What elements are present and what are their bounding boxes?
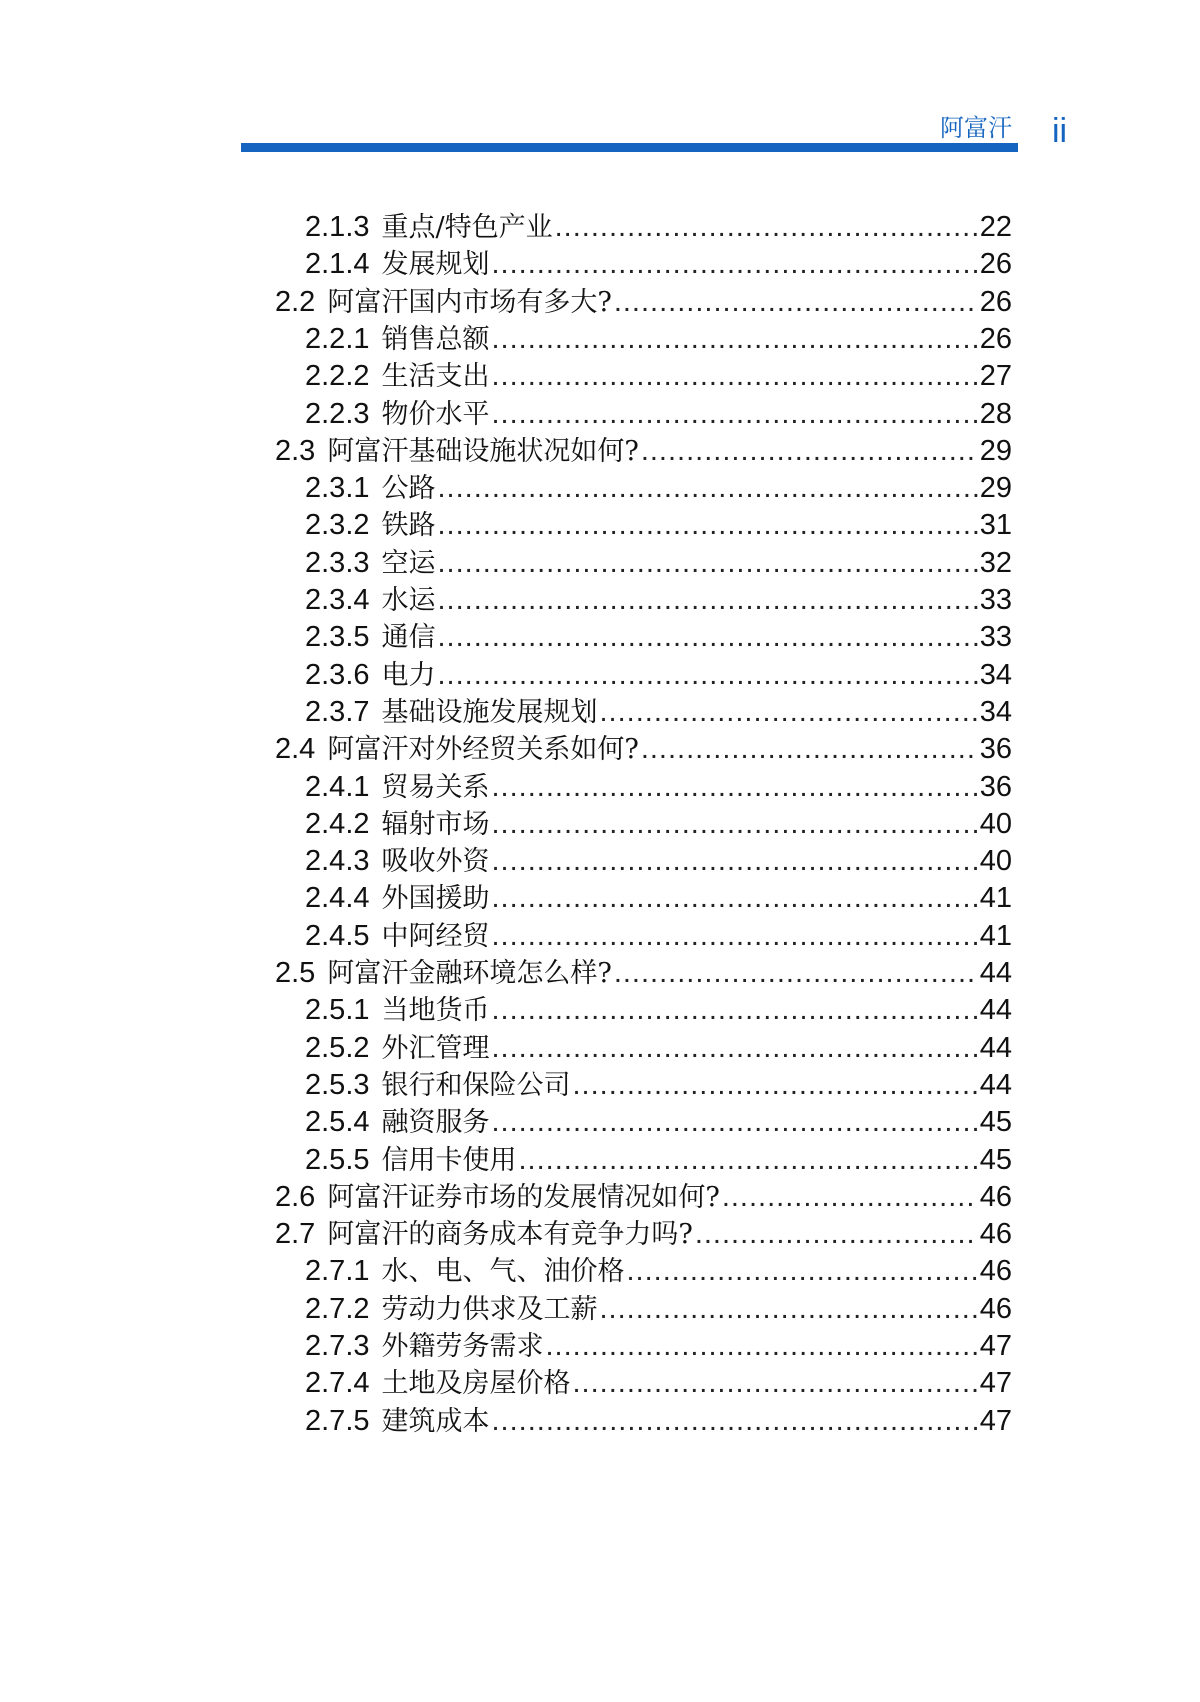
toc-entry-title: 外汇管理: [381, 1032, 490, 1064]
toc-leader-dots: [546, 1330, 978, 1363]
toc-entry-title: 外籍劳务需求: [381, 1331, 544, 1362]
toc-entry-page: 40: [979, 845, 1012, 878]
toc-entry-page: 45: [979, 1106, 1012, 1139]
toc-entry[interactable]: [305, 1138, 1012, 1175]
toc-entry-page: 46: [979, 1180, 1012, 1213]
toc-leader-dots: [438, 472, 978, 505]
toc-entry[interactable]: [305, 466, 1012, 503]
toc-entry-page: 44: [979, 1068, 1012, 1101]
toc-entry-page: 29: [979, 472, 1012, 505]
toc-entry[interactable]: [305, 615, 1012, 652]
toc-entry-title: 物价水平: [381, 398, 490, 430]
toc-entry-page: 26: [979, 285, 1012, 318]
toc-entry[interactable]: [305, 541, 1012, 578]
toc-leader-dots: [614, 286, 978, 319]
toc-entry-num: 2.5: [275, 957, 316, 989]
toc-entry-title: 辐射市场: [381, 808, 490, 840]
toc-entry-page: 22: [979, 211, 1012, 243]
toc-entry-title: 外国援助: [381, 883, 490, 915]
toc-entry-num: 2.5.1: [305, 994, 370, 1027]
toc-entry-num: 2.7.5: [305, 1404, 370, 1437]
toc-entry[interactable]: [275, 429, 1012, 466]
toc-entry[interactable]: [305, 1063, 1012, 1100]
toc-entry-title: 贸易关系: [381, 771, 490, 803]
toc-entry-title: 铁路: [381, 510, 436, 542]
toc-entry-title: 水、电、气、油价格: [381, 1256, 625, 1288]
toc-leader-dots: [438, 509, 978, 542]
toc-entry-page: 41: [979, 919, 1012, 952]
toc-leader-dots: [438, 659, 978, 692]
toc-entry-num: 2.3.1: [305, 472, 370, 505]
toc-entry[interactable]: [305, 988, 1012, 1025]
toc-leader-dots: [492, 398, 978, 431]
toc-leader-dots: [627, 1255, 978, 1288]
toc-entry[interactable]: [275, 1212, 1012, 1249]
toc-entry-title: 阿富汗对外经贸关系如何?: [327, 734, 639, 766]
toc-entry-title: 重点/特色产业: [381, 212, 553, 243]
toc-entry[interactable]: [305, 765, 1012, 802]
toc-entry-page: 44: [979, 1031, 1012, 1064]
toc-entry-page: 46: [979, 1218, 1012, 1251]
running-header-title: 阿富汗: [940, 115, 1012, 142]
toc-entry-page: 44: [979, 994, 1012, 1027]
toc-entry-title: 劳动力供求及工薪: [381, 1293, 598, 1325]
toc-leader-dots: [614, 957, 978, 990]
toc-leader-dots: [573, 1069, 978, 1102]
toc-entry-title: 通信: [381, 622, 436, 654]
toc-entry-num: 2.1.4: [305, 248, 370, 281]
toc-entry[interactable]: [305, 1287, 1012, 1324]
toc-entry-num: 2.7: [275, 1218, 316, 1251]
toc-entry[interactable]: [305, 503, 1012, 540]
toc-entry-page: 45: [979, 1143, 1012, 1176]
toc-entry-title: 阿富汗基础设施状况如何?: [327, 435, 639, 467]
toc-entry-num: 2.5.4: [305, 1106, 370, 1139]
toc-entry-title: 阿富汗国内市场有多大?: [327, 286, 612, 318]
toc-leader-dots: [492, 1405, 978, 1438]
toc-entry-num: 2.3.5: [305, 621, 370, 654]
toc-entry[interactable]: [275, 951, 1012, 988]
toc-entry[interactable]: [305, 802, 1012, 839]
toc-leader-dots: [438, 584, 978, 617]
toc-entry-page: 32: [979, 546, 1012, 579]
toc-entry-title: 银行和保险公司: [381, 1069, 571, 1101]
toc-entry-num: 2.3.7: [305, 695, 370, 728]
toc-entry-title: 销售总额: [381, 323, 490, 355]
toc-entry[interactable]: [305, 1026, 1012, 1063]
toc-entry[interactable]: [305, 653, 1012, 690]
toc-entry-num: 2.2.1: [305, 322, 370, 355]
toc-entry-title: 生活支出: [381, 361, 490, 393]
toc-entry-page: 40: [979, 807, 1012, 840]
toc-entry-num: 2.7.2: [305, 1292, 370, 1325]
toc-entry[interactable]: [305, 317, 1012, 354]
toc-entry[interactable]: [275, 727, 1012, 764]
toc-entry-page: 47: [979, 1330, 1012, 1362]
toc-entry-title: 土地及房屋价格: [381, 1368, 571, 1400]
toc-entry[interactable]: [305, 1100, 1012, 1137]
toc-entry[interactable]: [275, 280, 1012, 317]
toc-leader-dots: [492, 1032, 978, 1065]
toc-entry-page: 34: [979, 658, 1012, 691]
toc-entry-title: 电力: [381, 659, 436, 691]
toc-entry-num: 2.5.3: [305, 1068, 370, 1101]
toc-entry-page: 47: [979, 1404, 1012, 1437]
toc-entry-title: 阿富汗金融环境怎么样?: [327, 958, 612, 989]
toc-entry-page: 44: [979, 957, 1012, 989]
toc-leader-dots: [492, 994, 978, 1027]
toc-entry[interactable]: [305, 392, 1012, 429]
toc-entry-page: 26: [979, 248, 1012, 281]
toc-leader-dots: [492, 248, 978, 281]
toc-entry-num: 2.2: [275, 285, 316, 318]
toc-entry-page: 36: [979, 733, 1012, 766]
toc-entry-page: 34: [979, 695, 1012, 728]
toc-leader-dots: [722, 1181, 978, 1214]
toc-entry-num: 2.4.1: [305, 770, 370, 803]
toc-entry-title: 空运: [381, 547, 436, 579]
toc-entry-page: 41: [979, 882, 1012, 915]
toc-entry-num: 2.7.4: [305, 1367, 370, 1400]
toc-entry-num: 2.3.4: [305, 584, 370, 616]
toc-entry-page: 26: [979, 322, 1012, 355]
toc-leader-dots: [641, 435, 978, 468]
toc-entry-num: 2.4.4: [305, 882, 370, 915]
toc-entry-page: 27: [979, 360, 1012, 393]
toc-entry[interactable]: [305, 205, 1012, 242]
header-rule: [241, 143, 1018, 152]
toc-entry-num: 2.1.3: [305, 211, 370, 243]
toc-entry[interactable]: [275, 1175, 1012, 1212]
toc-entry[interactable]: [305, 242, 1012, 279]
toc-leader-dots: [492, 323, 978, 356]
toc-entry-page: 46: [979, 1292, 1012, 1325]
toc-leader-dots: [492, 920, 978, 953]
toc-leader-dots: [600, 696, 978, 729]
toc-entry-num: 2.4.3: [305, 845, 370, 878]
toc-entry[interactable]: [305, 690, 1012, 727]
toc-entry-title: 阿富汗证券市场的发展情况如何?: [327, 1181, 720, 1213]
toc-leader-dots: [438, 547, 978, 580]
toc-entry-title: 信用卡使用: [381, 1144, 517, 1176]
toc-entry[interactable]: [305, 354, 1012, 391]
toc-leader-dots: [438, 621, 978, 654]
toc-entry-num: 2.7.1: [305, 1255, 370, 1288]
toc-leader-dots: [555, 211, 978, 244]
toc-entry-title: 吸收外资: [381, 846, 490, 878]
toc-entry-num: 2.4: [275, 733, 316, 766]
toc-entry[interactable]: [305, 578, 1012, 615]
toc-entry-page: 31: [979, 509, 1012, 542]
toc-entry-num: 2.4.5: [305, 919, 370, 952]
toc-entry-num: 2.7.3: [305, 1330, 370, 1362]
toc-leader-dots: [600, 1293, 978, 1326]
toc-entry[interactable]: [305, 914, 1012, 951]
toc-leader-dots: [573, 1367, 978, 1400]
toc-leader-dots: [492, 771, 978, 804]
toc-entry-num: 2.5.2: [305, 1031, 370, 1064]
toc-entry-title: 当地货币: [381, 995, 490, 1027]
toc-entry-page: 29: [979, 434, 1012, 467]
toc-entry-title: 发展规划: [381, 249, 490, 281]
toc-entry[interactable]: [305, 876, 1012, 913]
toc-leader-dots: [695, 1218, 978, 1251]
toc-entry-num: 2.4.2: [305, 807, 370, 840]
toc-leader-dots: [519, 1144, 978, 1177]
toc-entry-page: 28: [979, 397, 1012, 430]
toc-leader-dots: [492, 845, 978, 878]
toc-entry-num: 2.2.3: [305, 397, 370, 430]
toc-leader-dots: [641, 733, 978, 766]
toc-entry-title: 建筑成本: [381, 1405, 490, 1437]
toc-entry-num: 2.3.2: [305, 509, 370, 542]
page-number: ii: [1052, 112, 1068, 150]
toc-entry-page: 46: [979, 1255, 1012, 1288]
toc-leader-dots: [492, 1106, 978, 1139]
toc-entry-page: 33: [979, 584, 1012, 616]
toc-entry[interactable]: [305, 1324, 1012, 1361]
toc-entry[interactable]: [305, 839, 1012, 876]
toc-entry-num: 2.3.6: [305, 658, 370, 691]
toc-entry-title: 基础设施发展规划: [381, 696, 598, 728]
toc-entry-title: 阿富汗的商务成本有竞争力吗?: [327, 1219, 693, 1251]
toc-leader-dots: [492, 360, 978, 393]
toc-entry-num: 2.6: [275, 1180, 316, 1213]
toc-leader-dots: [492, 808, 978, 841]
toc-entry[interactable]: [305, 1249, 1012, 1286]
toc-entry-page: 47: [979, 1367, 1012, 1400]
toc-entry-title: 融资服务: [381, 1107, 490, 1139]
toc-leader-dots: [492, 882, 978, 915]
toc-entry-num: 2.5.5: [305, 1143, 370, 1176]
toc-entry-num: 2.3.3: [305, 546, 370, 579]
toc-entry-num: 2.2.2: [305, 360, 370, 393]
toc-entry[interactable]: [305, 1399, 1012, 1436]
toc-entry-num: 2.3: [275, 434, 316, 467]
toc-entry-title: 中阿经贸: [381, 920, 490, 952]
toc-entry-title: 水运: [381, 585, 436, 616]
toc-entry-title: 公路: [381, 473, 436, 505]
toc-entry-page: 33: [979, 621, 1012, 654]
toc-entry-page: 36: [979, 770, 1012, 803]
toc-entry[interactable]: [305, 1361, 1012, 1398]
